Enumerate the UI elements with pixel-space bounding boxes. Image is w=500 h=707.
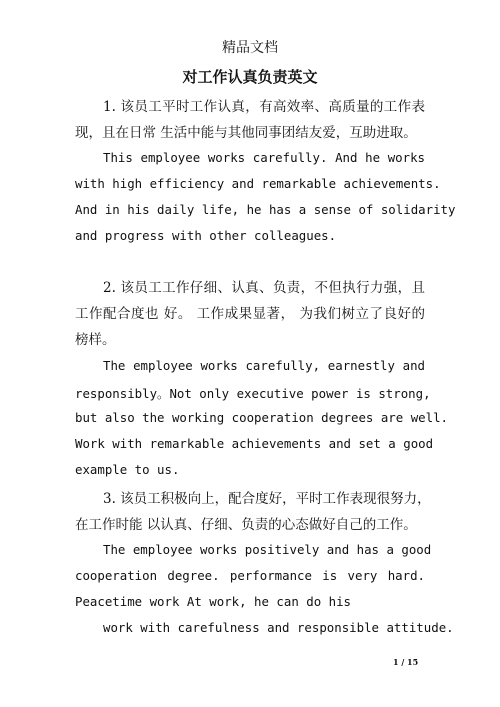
section-3-cn-line-2: 在工作时能 以认真、仔细、负责的心态做好自己的工作。 xyxy=(75,517,417,533)
section-3-en-line-2: cooperation degree. performance is very hard. xyxy=(75,568,425,583)
section-3-en-line-3: Peacetime work At work, he can do his xyxy=(75,594,352,609)
section-3-cn-line-1: 3. 该员工积极向上，配合度好，平时工作表现很努力， xyxy=(103,491,431,507)
section-1-en-line-2: with high efficiency and remarkable achievements. xyxy=(75,176,441,191)
section-1-cn-line-2: 现，且在日常 生活中能与其他同事团结友爱，互助进取。 xyxy=(75,125,417,141)
section-2-en-line-2: responsibly。Not only executive power is strong, xyxy=(75,386,431,401)
section-1-en-line-1: This employee works carefully. And he works xyxy=(103,150,425,165)
section-2-en-line-4: Work with remarkable achievements and set a good xyxy=(75,436,434,451)
section-1-en-line-4: and progress with other colleagues. xyxy=(75,228,337,243)
document-title: 对工作认真负责英文 xyxy=(182,68,318,86)
section-2-en-line-3: but also the working cooperation degrees are well. xyxy=(75,410,448,425)
section-2-cn-line-1: 2. 该员工工作仔细、认真、负责，不但执行力强，且 xyxy=(103,280,425,296)
section-3-en-line-1: The employee works positively and has a good xyxy=(103,542,432,557)
section-1-en-line-3: And in his daily life, he has a sense of solidarity xyxy=(75,202,456,217)
section-1-cn-line-1: 1. 该员工平时工作认真，有高效率、高质量的工作表 xyxy=(103,99,425,115)
section-2-cn-line-3: 榜样。 xyxy=(75,332,116,348)
section-3-en-line-4: work with carefulness and responsible attitude. xyxy=(103,620,454,635)
section-2-en-line-1: The employee works carefully, earnestly and xyxy=(103,358,425,373)
section-2-en-line-5: example to us. xyxy=(75,462,180,477)
page-number: 1 / 15 xyxy=(393,657,419,667)
section-2-cn-line-2: 工作配合度也 好。 工作成果显著， 为我们树立了良好的 xyxy=(75,306,425,322)
page-header: 精品文档 xyxy=(222,40,278,56)
